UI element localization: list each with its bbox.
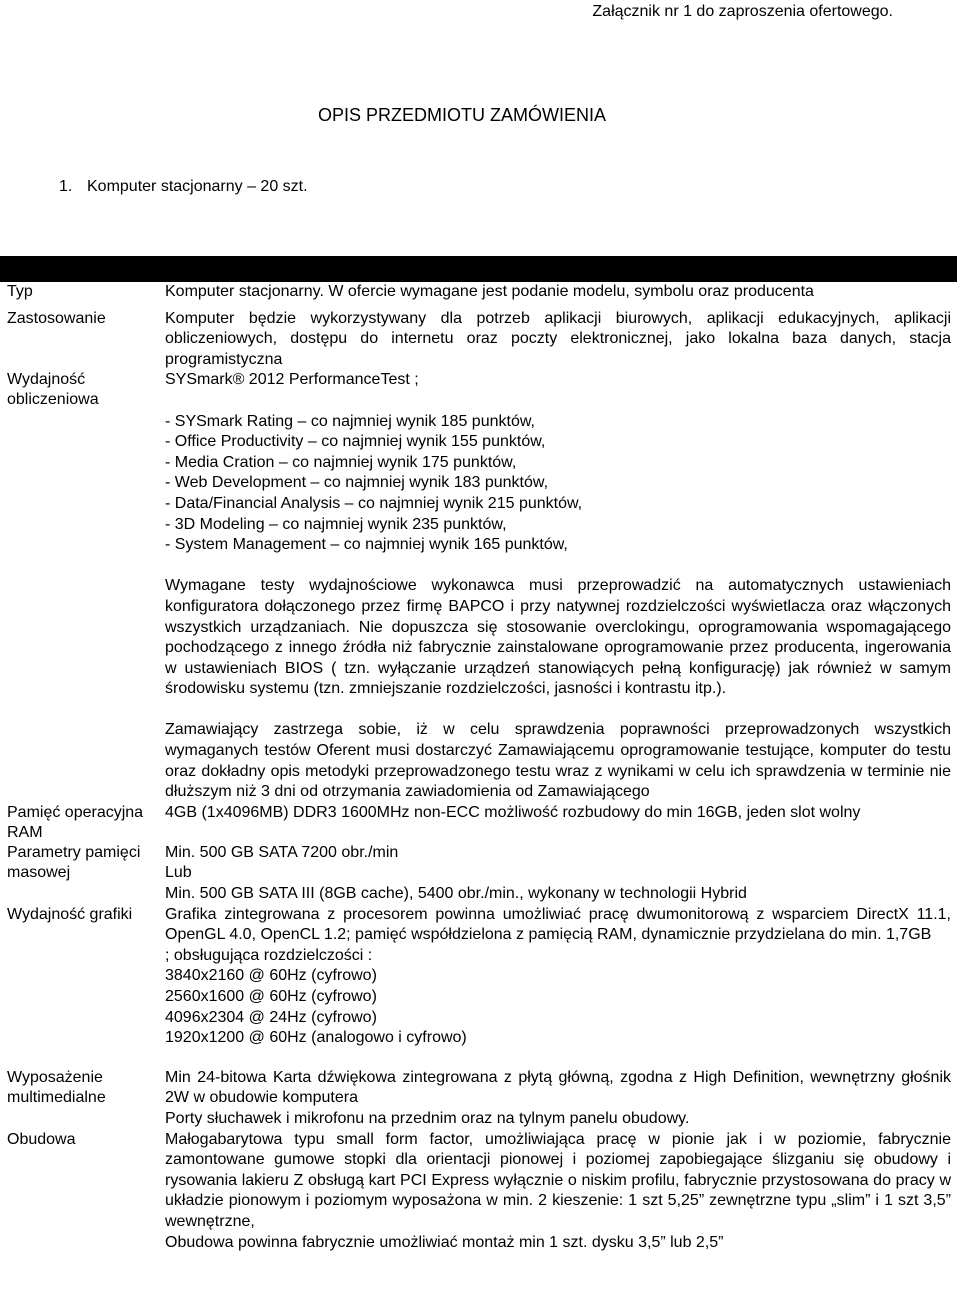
obudowa-drive-mount: Obudowa powinna fabrycznie umożliwiać montaż min 1 szt. dysku 3,5” lub 2,5”	[165, 1233, 724, 1251]
benchmark-intro: SYSmark® 2012 PerformanceTest ;	[165, 371, 419, 389]
benchmark-item: - System Management – co najmniej wynik 165 punktów,	[165, 536, 568, 554]
section-title: Komputer stacjonarny – 20 szt.	[87, 178, 308, 195]
spec-value	[165, 370, 951, 802]
spec-row-obudowa	[0, 1130, 960, 1254]
spec-label: Zastosowanie	[7, 309, 106, 327]
section-heading	[59, 177, 308, 197]
grafika-value: Grafika zintegrowana z procesorem powinna umożliwiać pracę dwumonitorową z wsparciem DirectX 11.1, OpenGL 4.0, OpenCL 1.2; pamięć współdzielona z pamięcią RAM, dynamicznie przydzielana do min. 1,7GB	[165, 905, 951, 944]
benchmark-requirements: Wymagane testy wydajnościowe wykonawca musi przeprowadzić na automatycznych ustawieniach konfiguratora dołączonego przez firmę BAPCO i przy natywnej rozdzielczości wyświetlacza oraz włączonych wszystkich urządzaniach. Nie dopuszcza się stosowanie overclokingu, oprogramowania wspomagającego pochodzącego z innego źródła niż fabrycznie zainstalowane oprogramowanie przez producenta, ingerowania w ustawieniach BIOS ( tzn. wyłączanie urządzeń stanowiących pełną konfigurację) jak również w samym środowisku systemu (tzn. zmniejszanie rozdzielczości, jasności i kontrastu itp.).	[165, 577, 951, 698]
spec-label: Wyposażenie multimedialne	[7, 1068, 106, 1106]
resolution-line: 1920x1200 @ 60Hz (analogowo i cyfrowo)	[165, 1029, 467, 1047]
resolution-line: 2560x1600 @ 60Hz (cyfrowo)	[165, 988, 377, 1005]
spec-value	[165, 309, 951, 371]
benchmark-item: - 3D Modeling – co najmniej wynik 235 punktów,	[165, 515, 507, 533]
benchmark-verification: Zamawiający zastrzega sobie, iż w celu sprawdzenia poprawności przeprowadzonych wszystkich wymaganych testów Oferent musi dostarczyć Zamawiającemu oprogramowanie testujące, komputer do testu oraz dokładny opis metodyki przeprowadzonego testu wraz z wynikami w celu ich sprawdzenia w terminie nie dłuższym niż 3 dni od otrzymania zawiadomienia od Zamawiającego	[165, 721, 951, 801]
spec-row-grafika	[0, 905, 960, 1049]
spec-value	[165, 1130, 951, 1254]
spec-value	[165, 843, 951, 905]
spec-row-typ	[0, 282, 960, 303]
spec-label: Wydajność obliczeniowa	[7, 371, 99, 409]
spec-label: Typ	[7, 283, 33, 300]
pamiec-value: 4GB (1x4096MB) DDR3 1600MHz non-ECC możliwość rozbudowy do min 16GB, jeden slot wolny	[165, 803, 861, 821]
benchmark-item: - Web Development – co najmniej wynik 183 punktów,	[165, 474, 549, 492]
typ-value: Komputer stacjonarny. W ofercie wymagane jest podanie modelu, symbolu oraz producenta	[165, 283, 814, 300]
benchmark-item: - Data/Financial Analysis – co najmniej wynik 215 punktów,	[165, 494, 583, 512]
spec-value	[165, 1068, 951, 1130]
spec-row-pamiec	[0, 803, 960, 843]
obudowa-value: Małogabarytowa typu small form factor, umożliwiająca pracę w pionie jak i w poziomie, fabrycznie zamontowane gumowe stopki dla orientacji pionowej i poziomej zapobiegające ślizganiu się obudowy i rysowania lakieru Z obsługą kart PCI Express wyłącznie o niskim profilu, fabrycznie przystosowana do pracy w układzie pionowym i poziomym wyposażona w min. 2 kieszenie: 1 szt 5,25” zewnętrzne typu „slim” i 1 szt 3,5” wewnętrzne,	[165, 1130, 951, 1230]
storage-line: Min. 500 GB SATA III (8GB cache), 5400 obr./min., wykonany w technologii Hybrid	[165, 885, 747, 903]
table-header-bar	[0, 256, 957, 282]
resolution-line: 4096x2304 @ 24Hz (cyfrowo)	[165, 1008, 377, 1026]
document-title: OPIS PRZEDMIOTU ZAMÓWIENIA	[318, 105, 607, 125]
attachment-note: Załącznik nr 1 do zaproszenia ofertowego.	[592, 3, 893, 20]
spec-label: Wydajność grafiki	[7, 905, 133, 923]
spec-label: Parametry pamięci masowej	[7, 843, 141, 881]
spec-value	[165, 803, 951, 824]
spec-row-wydajnosc	[0, 370, 960, 802]
multimedia-value: Min 24-bitowa Karta dźwiękowa zintegrowana z płytą główną, zgodna z High Definition, wewnętrzny głośnik 2W w obudowie komputera	[165, 1068, 951, 1107]
benchmark-item: - Office Productivity – co najmniej wynik 155 punktów,	[165, 433, 546, 451]
zastosowanie-value: Komputer będzie wykorzystywany dla potrzeb aplikacji biurowych, aplikacji edukacyjnych, aplikacji obliczeniowych, dostępu do internetu oraz poczty elektronicznej, jako lokalna baza danych, stacja programistyczna	[165, 309, 951, 368]
spec-value	[165, 905, 951, 1049]
storage-line: Min. 500 GB SATA 7200 obr./min	[165, 843, 399, 861]
benchmark-item: - Media Cration – co najmniej wynik 175 punktów,	[165, 453, 517, 471]
multimedia-ports: Porty słuchawek i mikrofonu na przednim oraz na tylnym panelu obudowy.	[165, 1109, 690, 1127]
resolution-line: 3840x2160 @ 60Hz (cyfrowo)	[165, 967, 377, 985]
spec-value	[165, 282, 951, 303]
spec-label: Obudowa	[7, 1130, 76, 1148]
spec-row-masowa	[0, 843, 960, 905]
storage-line: Lub	[165, 864, 192, 882]
spec-table	[0, 282, 960, 1253]
spec-label: Pamięć operacyjna RAM	[7, 803, 144, 841]
spec-row-multimedia	[0, 1068, 960, 1130]
benchmark-item: - SYSmark Rating – co najmniej wynik 185 punktów,	[165, 412, 535, 430]
resolution-line: ; obsługująca rozdzielczości :	[165, 946, 373, 964]
spec-row-zastosowanie	[0, 309, 960, 371]
section-number: 1.	[59, 178, 73, 195]
